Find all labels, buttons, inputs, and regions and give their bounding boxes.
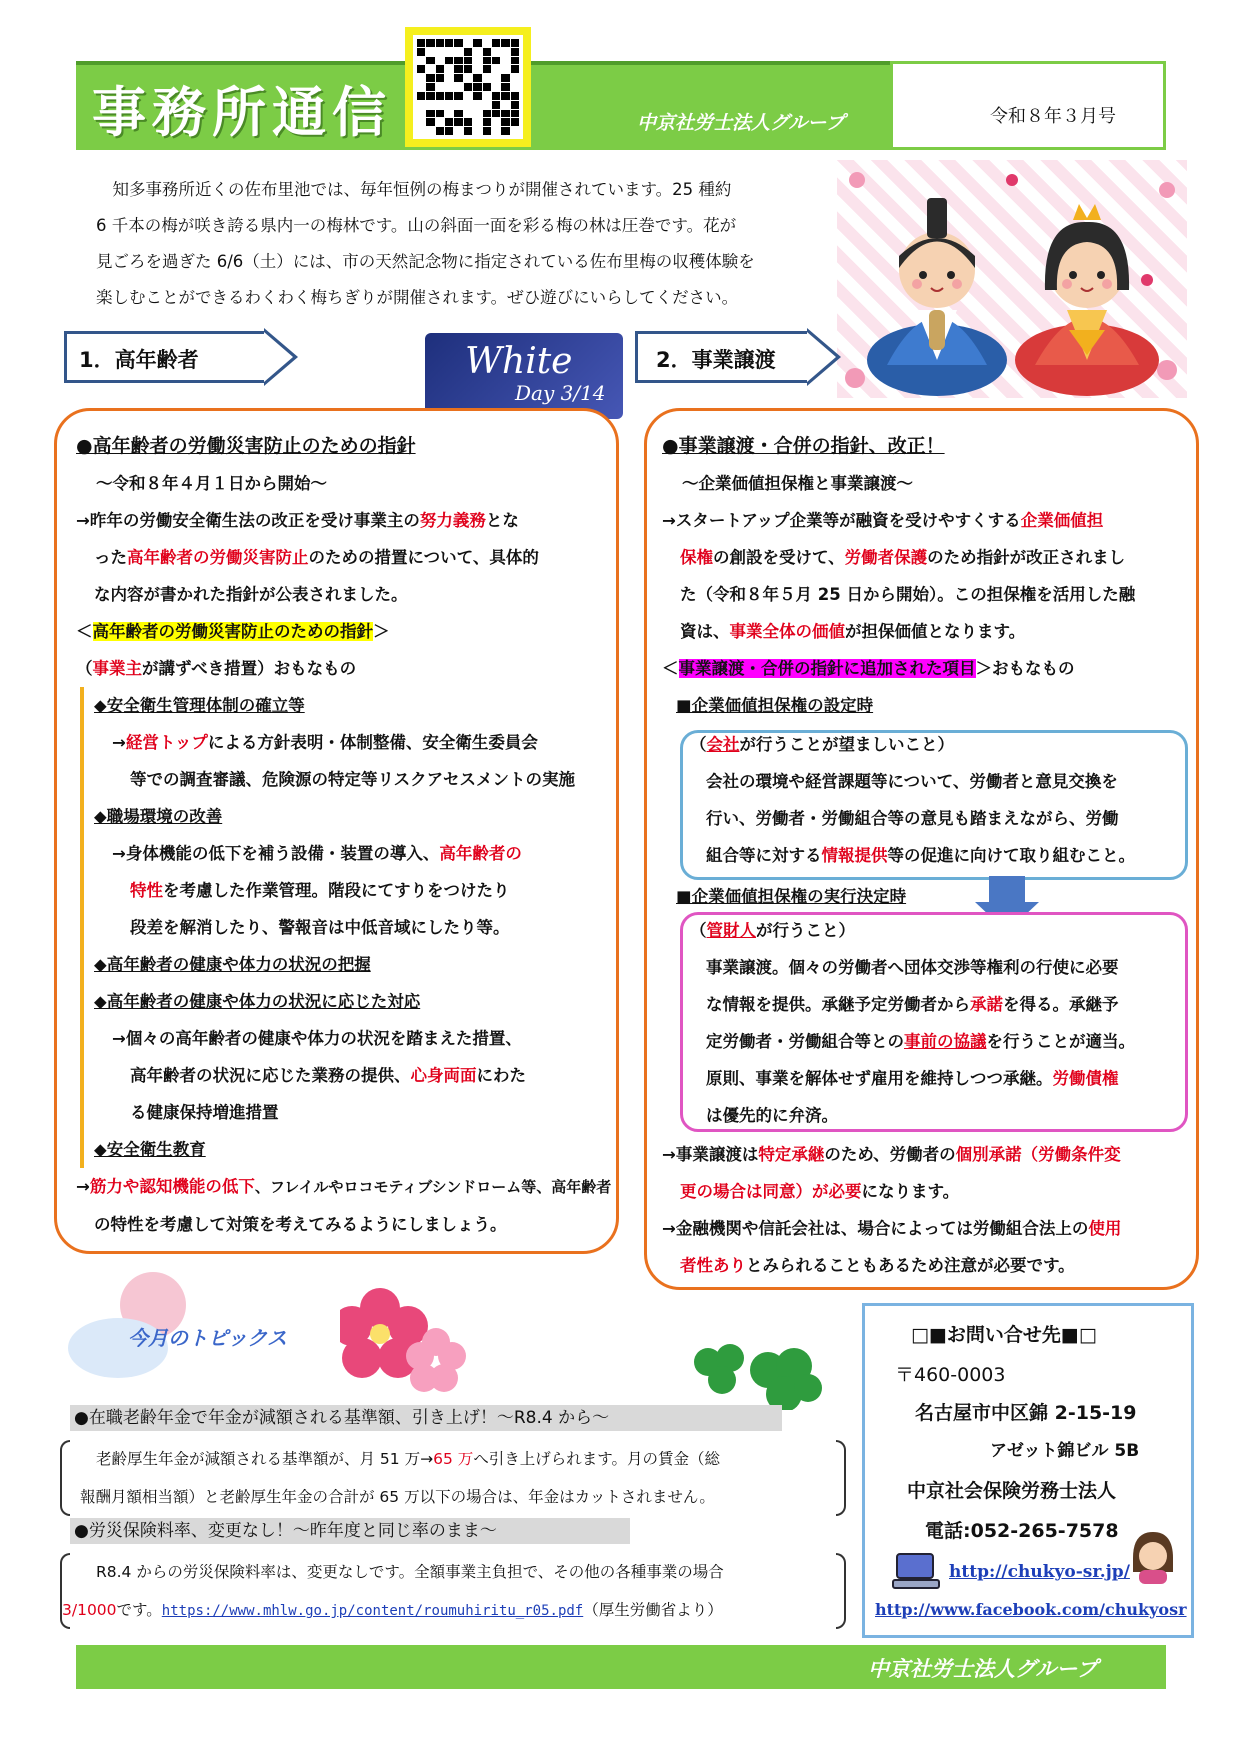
clover-icon	[688, 1340, 828, 1410]
company-duties-line: 会社の環境や経営課題等について、労働者と意見交換を	[706, 772, 1118, 791]
qr-module	[483, 92, 491, 100]
qr-module	[511, 74, 519, 82]
qr-module	[473, 127, 481, 135]
qr-module	[454, 83, 462, 91]
text: →金融機関や信託会社は、場合によっては労働組合法上の	[662, 1219, 1089, 1238]
contact-address: 名古屋市中区錦 2-15-19	[915, 1402, 1137, 1424]
section2-note-line	[662, 1210, 1121, 1247]
down-arrow-icon	[989, 876, 1025, 904]
section1-heading-box	[64, 331, 264, 383]
contact-building: アゼット錦ビル 5B	[990, 1441, 1140, 1461]
text: を行うことが適当。	[986, 1032, 1135, 1051]
emphasis: 努力義務	[419, 511, 486, 530]
emphasis: 会社	[706, 735, 740, 754]
qr-module	[473, 39, 481, 47]
qr-module	[511, 57, 519, 65]
emphasis: 更の場合は同意）が必要	[680, 1182, 862, 1201]
intro-text	[96, 172, 836, 316]
qr-module	[464, 92, 472, 100]
topic2-body	[62, 1553, 724, 1630]
contact-title: □■お問い合せ先■□	[911, 1324, 1097, 1346]
qr-module	[511, 101, 519, 109]
qr-module	[426, 127, 434, 135]
text: のため指針が改正されまし	[927, 548, 1126, 567]
hina-dolls-drawing	[837, 160, 1187, 398]
emphasis: 保権	[680, 548, 713, 567]
text: の創設を受けて、	[713, 548, 845, 567]
qr-module	[492, 39, 500, 47]
section2-note-line	[662, 1136, 1121, 1173]
website-link[interactable]: http://chukyo-sr.jp/	[949, 1562, 1130, 1582]
trustee-duties-line: 事業譲渡。個々の労働者へ団体交渉等権利の行使に必要	[706, 958, 1119, 977]
measure-detail	[94, 1057, 611, 1094]
qr-module	[426, 39, 434, 47]
qr-module	[501, 110, 509, 118]
qr-module	[483, 48, 491, 56]
qr-module	[501, 74, 509, 82]
measures-heading	[76, 650, 611, 687]
qr-module	[464, 110, 472, 118]
text: 高年齢者の状況に応じた業務の提供、	[130, 1066, 411, 1085]
qr-module	[436, 127, 444, 135]
section2-heading	[635, 331, 807, 383]
qr-module	[464, 118, 472, 126]
text: →	[76, 1177, 90, 1196]
text: →事業譲渡は	[662, 1145, 759, 1164]
qr-module	[492, 92, 500, 100]
hina-dolls-illustration	[837, 160, 1187, 398]
contact-zip: 〒460-0003	[895, 1364, 1006, 1386]
qr-module	[464, 74, 472, 82]
qr-module	[454, 48, 462, 56]
qr-code-pattern	[413, 35, 523, 139]
topic1-line	[80, 1440, 720, 1478]
setting-heading: ■企業価値担保権の設定時	[676, 696, 874, 715]
emphasis: 者性あり	[680, 1256, 746, 1275]
text: とみられることもあるため注意が必要です。	[746, 1256, 1075, 1275]
qr-module	[417, 74, 425, 82]
emphasis: 特性	[130, 881, 163, 900]
measure-item: ◆職場環境の改善	[94, 807, 223, 826]
qr-module	[426, 110, 434, 118]
qr-module	[454, 74, 462, 82]
qr-module	[417, 110, 425, 118]
qr-module	[436, 101, 444, 109]
qr-module	[483, 74, 491, 82]
qr-module	[417, 65, 425, 73]
qr-module	[445, 39, 453, 47]
qr-module	[454, 127, 462, 135]
topic2-line	[62, 1591, 724, 1630]
emphasis: 労働債権	[1052, 1069, 1119, 1088]
qr-module	[492, 65, 500, 73]
qr-module	[483, 39, 491, 47]
qr-module	[417, 57, 425, 65]
qr-module	[492, 101, 500, 109]
measure-item: ◆高年齢者の健康や体力の状況に応じた対応	[94, 992, 421, 1011]
qr-module	[464, 65, 472, 73]
topic1-bracket-right	[836, 1440, 846, 1516]
page-title: 事務所通信	[92, 80, 392, 144]
section2-subtitle: ～企業価値担保権と事業譲渡～	[682, 474, 913, 493]
text: →	[112, 733, 126, 752]
qr-module	[436, 118, 444, 126]
footer-group-name: 中京社労士法人グループ	[868, 1657, 1098, 1681]
qr-module	[417, 92, 425, 100]
emphasis: 高年齢者の労働災害防止	[127, 548, 309, 567]
qr-module	[501, 118, 509, 126]
qr-module	[501, 65, 509, 73]
qr-module	[473, 92, 481, 100]
text: のため、労働者の	[824, 1145, 956, 1164]
emphasis: 事業主	[92, 659, 142, 678]
text: が担保価値となります。	[845, 622, 1026, 641]
section2-para-line: た（令和８年５月 25 日から開始）。この担保権を活用した融	[680, 585, 1136, 604]
text: を得る。承継予	[1003, 995, 1119, 1014]
section1-content	[76, 428, 611, 1243]
section1-subtitle: ～令和８年４月１日から開始～	[96, 474, 327, 493]
qr-module	[511, 110, 519, 118]
qr-module	[473, 110, 481, 118]
qr-module	[483, 65, 491, 73]
qr-module	[464, 48, 472, 56]
qr-module	[501, 83, 509, 91]
section2-arrow-tip-inner	[807, 332, 836, 382]
trustee-duties-line	[690, 1060, 1135, 1097]
qr-module	[426, 57, 434, 65]
text: のための措置について、具体的	[308, 548, 539, 567]
bracket-close: ＞おもなもの	[975, 659, 1075, 678]
qr-module	[445, 83, 453, 91]
guideline-highlight: 高年齢者の労働災害防止のための指針	[92, 622, 373, 641]
qr-module	[445, 101, 453, 109]
qr-module	[483, 83, 491, 91]
text: を考慮した作業管理。階段にてすりをつけたり	[163, 881, 510, 900]
section1-closing: の特性を考慮して対策を考えてみるようにしましょう。	[94, 1215, 507, 1234]
qr-module	[445, 57, 453, 65]
emphasis: 情報提供	[821, 846, 888, 865]
qr-module	[426, 101, 434, 109]
qr-module	[492, 48, 500, 56]
qr-module	[483, 127, 491, 135]
qr-module	[464, 57, 472, 65]
measures-list	[80, 687, 611, 1168]
qr-module	[417, 48, 425, 56]
company-duties-line: 行い、労働者・労働組合等の意見も踏まえながら、労働	[706, 809, 1119, 828]
qr-module	[436, 57, 444, 65]
facebook-link[interactable]: http://www.facebook.com/chukyosr	[875, 1600, 1187, 1619]
text: →スタートアップ企業等が融資を受けやすくする	[662, 511, 1021, 530]
section1-para-line	[76, 502, 611, 539]
emphasis: 管財人	[706, 921, 756, 940]
qr-module	[473, 57, 481, 65]
measure-detail	[94, 835, 611, 872]
text: による方針表明・体制整備、安全衛生委員会	[207, 733, 538, 752]
qr-module	[445, 110, 453, 118]
section2-heading-label: 2．事業譲渡	[656, 348, 776, 372]
text: （厚生労働省より）	[583, 1601, 723, 1619]
qr-module	[483, 57, 491, 65]
qr-module	[473, 118, 481, 126]
qr-module	[445, 74, 453, 82]
qr-module	[464, 101, 472, 109]
emphasis: 特定承継	[758, 1145, 825, 1164]
qr-module	[436, 65, 444, 73]
white-day-badge	[425, 333, 623, 419]
added-items-highlight: 事業譲渡・合併の指針に追加された項目	[678, 659, 976, 678]
qr-module	[511, 39, 519, 47]
emphasis: 事業全体の価値	[729, 622, 845, 641]
qr-module	[454, 65, 462, 73]
section1-heading	[64, 331, 264, 383]
qr-module	[426, 92, 434, 100]
text: が行うことが望ましいこと）	[739, 735, 954, 754]
section2-content	[662, 428, 1135, 724]
qr-module	[511, 65, 519, 73]
trustee-duties-line	[690, 986, 1135, 1023]
topic2-bracket-right	[836, 1553, 846, 1629]
topics-title: 今月のトピックス	[128, 1326, 287, 1350]
paren-open: （	[690, 735, 707, 754]
header-group-name: 中京社労士法人グループ	[637, 112, 845, 134]
qr-module	[492, 57, 500, 65]
measure-detail	[94, 724, 611, 761]
company-duties-heading	[690, 726, 1135, 763]
topic1-body	[80, 1440, 720, 1516]
text: とな	[485, 511, 519, 530]
qr-module	[454, 39, 462, 47]
qr-module	[473, 65, 481, 73]
qr-module	[464, 127, 472, 135]
qr-module	[436, 74, 444, 82]
qr-module	[436, 39, 444, 47]
qr-module	[426, 65, 434, 73]
text: が行うこと）	[756, 921, 855, 940]
qr-module	[492, 127, 500, 135]
qr-module	[473, 101, 481, 109]
text: 原則、事業を解体せず雇用を維持しつつ承継。	[706, 1069, 1053, 1088]
qr-module	[473, 74, 481, 82]
qr-module	[454, 57, 462, 65]
emphasis: 個別承諾（労働条件変	[955, 1145, 1121, 1164]
text: にわた	[476, 1066, 526, 1085]
text: った	[94, 548, 127, 567]
intro-line: 楽しむことができるわくわく梅ちぎりが開催されます。ぜひ遊びにいらしてください。	[96, 288, 739, 307]
white-day-line1: White	[465, 341, 573, 382]
measure-detail: 段差を解消したり、警報音は中低音域にしたり等。	[130, 918, 510, 937]
qr-module	[501, 127, 509, 135]
qr-module	[436, 110, 444, 118]
qr-module	[417, 127, 425, 135]
text: →身体機能の低下を補う設備・装置の導入、	[112, 844, 440, 863]
qr-module	[492, 118, 500, 126]
section1-closing	[76, 1168, 611, 1206]
qr-module	[445, 48, 453, 56]
intro-line: 見ごろを過ぎた 6/6（土）には、市の天然記念物に指定されている佐布里梅の収穫体験を	[96, 252, 755, 271]
qr-module	[445, 118, 453, 126]
qr-module	[492, 110, 500, 118]
qr-module	[511, 92, 519, 100]
qr-module	[473, 48, 481, 56]
text: です。	[116, 1601, 162, 1619]
computer-icon	[891, 1552, 945, 1590]
qr-module	[464, 83, 472, 91]
emphasis: 高年齢者の	[439, 844, 522, 863]
topic1-heading: ●在職老齢年金で年金が減額される基準額、引き上げ！～R8.4 から～	[70, 1405, 782, 1431]
paren-open: （	[76, 659, 93, 678]
emphasis: 使用	[1088, 1219, 1122, 1238]
contact-box	[862, 1303, 1194, 1638]
measure-item: ◆安全衛生管理体制の確立等	[94, 696, 305, 715]
company-duties-content	[690, 726, 1135, 874]
qr-module	[454, 92, 462, 100]
qr-module	[417, 101, 425, 109]
measure-item: ◆安全衛生教育	[94, 1140, 206, 1159]
emphasis: 企業価値担	[1020, 511, 1104, 530]
section2-note-line	[662, 1247, 1121, 1284]
qr-module	[464, 39, 472, 47]
qr-module	[501, 101, 509, 109]
trustee-duties-line: は優先的に弁済。	[706, 1106, 838, 1125]
measure-detail: →個々の高年齢者の健康や体力の状況を踏まえた措置、	[112, 1029, 522, 1048]
trustee-duties-content	[690, 912, 1135, 1134]
qr-module	[445, 65, 453, 73]
section1-para-line	[76, 539, 611, 576]
qr-module	[483, 110, 491, 118]
staff-avatar	[1127, 1528, 1179, 1586]
qr-module	[426, 74, 434, 82]
emphasis: 承諾	[970, 995, 1003, 1014]
emphasis: 心身両面	[410, 1066, 477, 1085]
topic2-heading: ●労災保険料率、変更なし！～昨年度と同じ率のまま～	[70, 1518, 630, 1544]
section1-heading-label: 1．高年齢者	[79, 348, 199, 372]
trustee-duties-line	[690, 1023, 1135, 1060]
qr-module	[501, 57, 509, 65]
emphasis: 経営トップ	[125, 733, 208, 752]
text: へ引き上げられます。月の賃金（総	[473, 1450, 720, 1468]
added-items-heading	[662, 650, 1135, 687]
section2-title: ●事業譲渡・合併の指針、改正！	[662, 435, 945, 457]
text: になります。	[861, 1182, 960, 1201]
qr-module	[501, 92, 509, 100]
measure-detail: る健康保持増進措置	[130, 1103, 279, 1122]
intro-line: 知多事務所近くの佐布里池では、毎年恒例の梅まつりが開催されています。25 種約	[112, 180, 732, 199]
qr-module	[454, 118, 462, 126]
trustee-duties-heading	[690, 912, 1135, 949]
plum-flower-icon	[340, 1286, 470, 1396]
emphasis: 労働者保護	[844, 548, 928, 567]
qr-module	[473, 83, 481, 91]
bracket-open: ＜	[76, 622, 93, 641]
qr-module	[511, 48, 519, 56]
qr-module	[501, 39, 509, 47]
text: 組合等に対する	[706, 846, 822, 865]
bracket-open: ＜	[662, 659, 679, 678]
paren-open: （	[690, 921, 707, 940]
qr-module	[511, 127, 519, 135]
qr-module	[483, 101, 491, 109]
section2-para-line	[662, 502, 1135, 539]
qr-code[interactable]	[405, 27, 531, 147]
guideline-name	[76, 613, 611, 650]
section2-heading-box	[635, 331, 807, 383]
execution-heading: ■企業価値担保権の実行決定時	[676, 887, 907, 906]
qr-module	[417, 39, 425, 47]
measure-detail: 等での調査審議、危険源の特定等リスクアセスメントの実施	[130, 770, 576, 789]
text: 、フレイルやロコモティブシンドローム等、高年齢者	[254, 1178, 612, 1196]
mhlw-link[interactable]: https://www.mhlw.go.jp/content/roumuhiritu_r05.pdf	[161, 1603, 584, 1619]
section1-title: ●高年齢者の労働災害防止のための指針	[76, 435, 416, 457]
qr-module	[454, 110, 462, 118]
qr-module	[511, 118, 519, 126]
qr-module	[483, 118, 491, 126]
qr-module	[445, 92, 453, 100]
text: 資は、	[680, 622, 730, 641]
qr-module	[417, 118, 425, 126]
emphasis: 筋力や認知機能の低下	[89, 1177, 255, 1196]
section2-notes	[662, 1136, 1121, 1284]
white-day-line2: Day 3/14	[515, 381, 606, 405]
emphasis: 65 万	[433, 1450, 474, 1468]
emphasis: 3/1000	[62, 1601, 117, 1619]
text: 老齢厚生年金が減額される基準額が、月 51 万→	[96, 1450, 434, 1468]
qr-module	[501, 48, 509, 56]
qr-module	[426, 48, 434, 56]
qr-module	[436, 92, 444, 100]
qr-module	[454, 101, 462, 109]
qr-module	[436, 83, 444, 91]
qr-module	[511, 83, 519, 91]
section1-para-line: な内容が書かれた指針が公表されました。	[94, 585, 408, 604]
qr-module	[492, 74, 500, 82]
text: →昨年の労働安全衛生法の改正を受け事業主の	[76, 511, 420, 530]
contact-org: 中京社会保険労務士法人	[907, 1480, 1117, 1502]
text: 等の促進に向けて取り組むこと。	[887, 846, 1135, 865]
contact-phone: 電話:052-265-7578	[925, 1520, 1119, 1542]
topic1-line: 報酬月額相当額）と老齢厚生年金の合計が 65 万以下の場合は、年金はカットされません。	[80, 1488, 715, 1506]
measure-item: ◆高年齢者の健康や体力の状況の把握	[94, 955, 371, 974]
qr-module	[492, 83, 500, 91]
qr-module	[426, 83, 434, 91]
bracket-close: ＞	[373, 622, 390, 641]
qr-module	[417, 83, 425, 91]
issue-date: 令和８年３月号	[990, 106, 1116, 127]
qr-module	[445, 127, 453, 135]
section2-para-line	[662, 613, 1135, 650]
section1-arrow-tip-inner	[264, 332, 293, 382]
text: 定労働者・労働組合等との	[706, 1032, 904, 1051]
section2-para-line	[662, 539, 1135, 576]
topic1-bracket-left	[60, 1440, 70, 1516]
text: な情報を提供。承継予定労働者から	[706, 995, 970, 1014]
company-duties-line	[690, 837, 1135, 874]
qr-module	[436, 48, 444, 56]
measure-detail	[94, 872, 611, 909]
topic2-line: R8.4 からの労災保険料率は、変更なしです。全額事業主負担で、その他の各種事業の場合	[96, 1563, 724, 1581]
text: が講ずべき措置）おもなもの	[142, 659, 357, 678]
emphasis: 事前の協議	[904, 1032, 987, 1051]
intro-line: 6 千本の梅が咲き誇る県内一の梅林です。山の斜面一面を彩る梅の林は圧巻です。花が	[96, 216, 737, 235]
section2-note-line	[662, 1173, 1121, 1210]
qr-module	[426, 118, 434, 126]
